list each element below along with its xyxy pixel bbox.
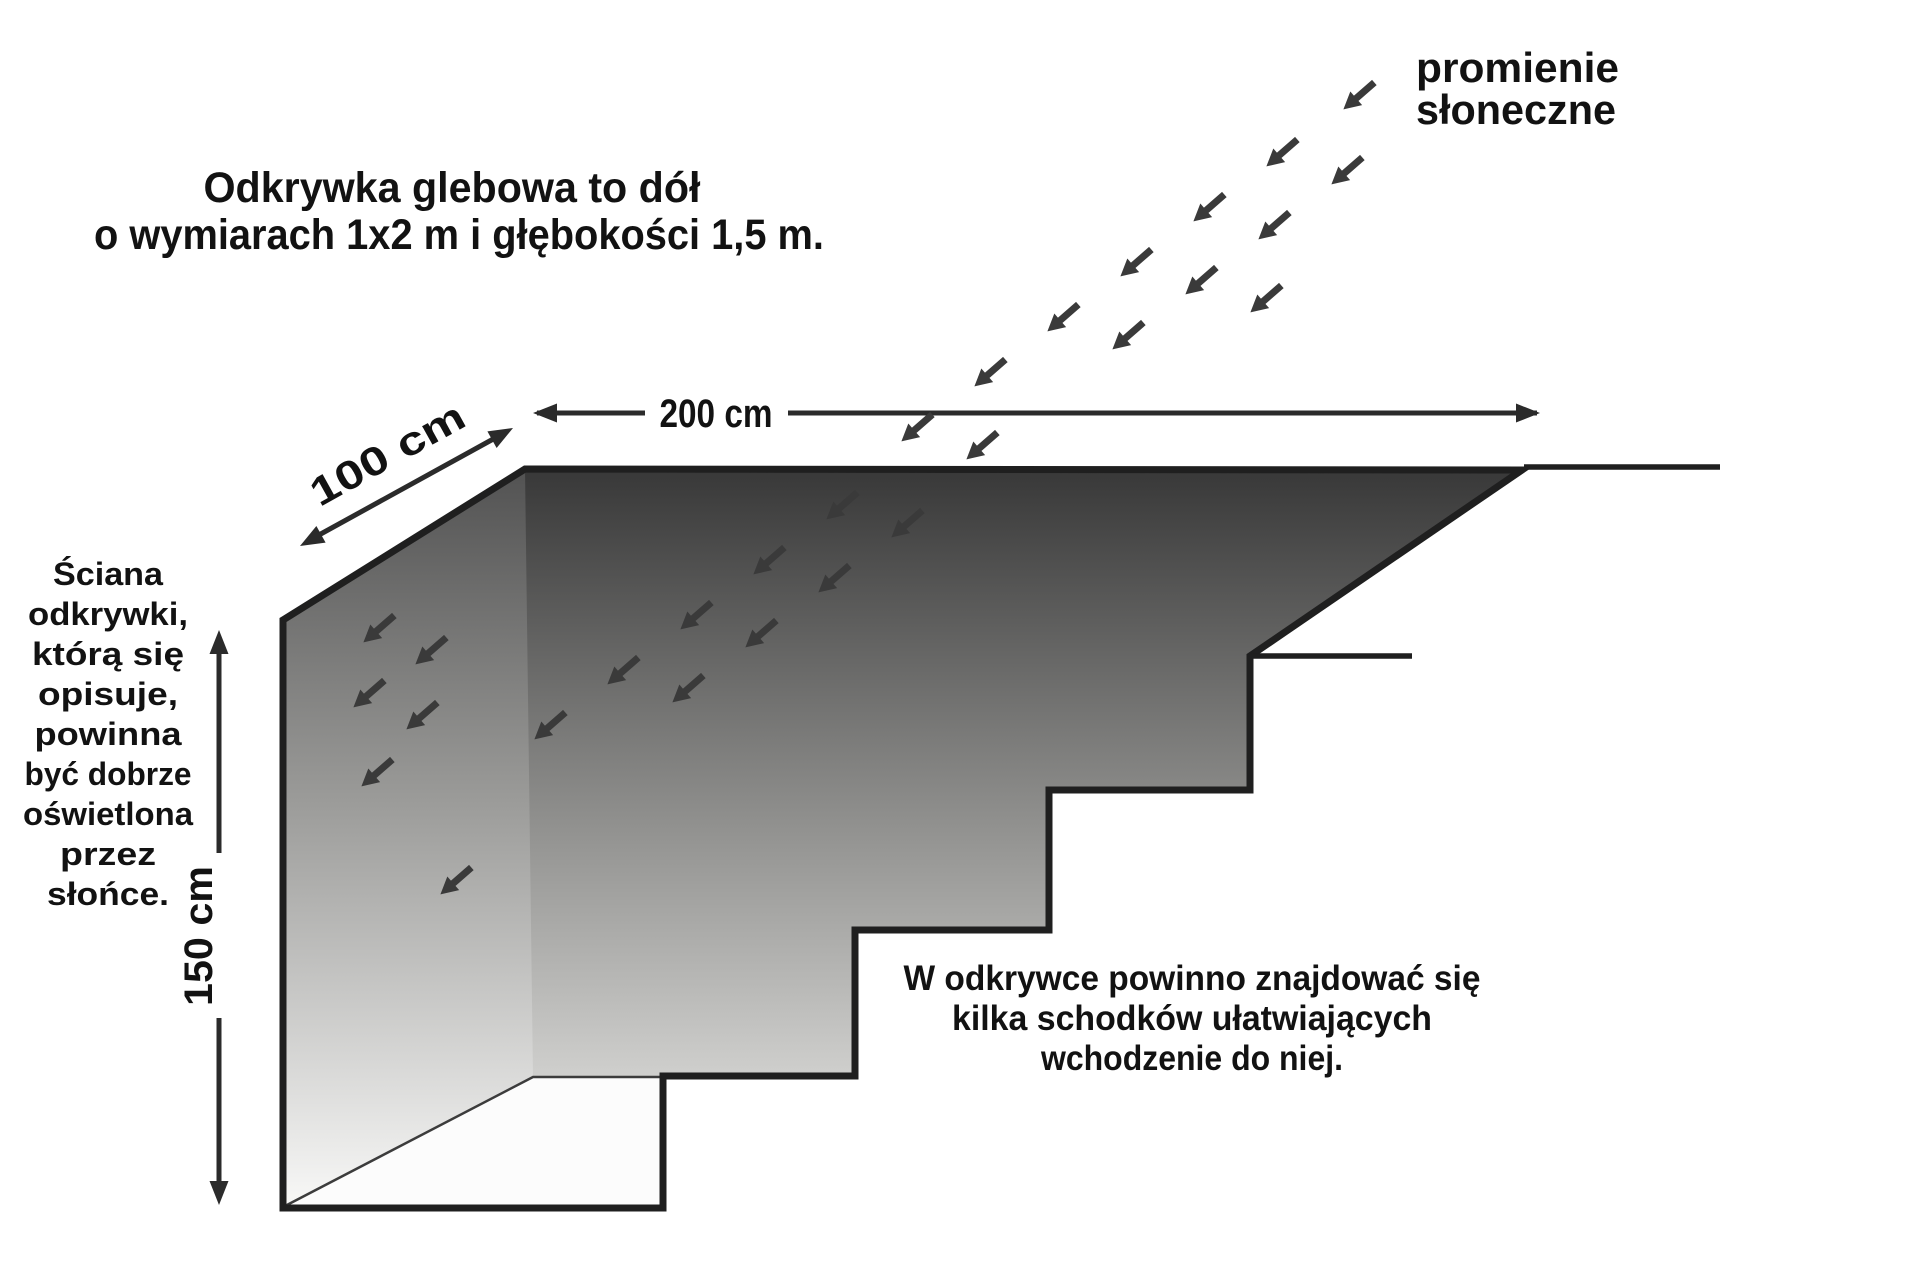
steps-description-line: kilka schodków ułatwiających: [952, 999, 1432, 1038]
wall-description-line: oświetlona: [23, 796, 194, 832]
wall-description-line: Ściana: [53, 556, 164, 592]
wall-description: [23, 556, 193, 912]
wall-description-line: słońce.: [47, 876, 169, 912]
title-line-1: Odkrywka glebowa to dół: [203, 164, 701, 212]
wall-description-line: przez: [60, 836, 156, 872]
sun-ray-arrow: [1260, 133, 1303, 173]
wall-description-line: którą się: [32, 636, 184, 672]
sun-ray-arrow: [1244, 279, 1287, 319]
sun-ray-arrow: [968, 353, 1011, 393]
wall-description-line: być dobrze: [24, 756, 192, 792]
steps-description-line: W odkrywce powinno znajdować się: [903, 959, 1481, 998]
sun-ray-arrow: [1337, 76, 1380, 116]
wall-description-line: powinna: [34, 716, 182, 752]
sun-ray-arrow: [1114, 243, 1157, 283]
wall-description-line: opisuje,: [38, 676, 178, 712]
dimension-150cm-label: 150 cm: [177, 870, 221, 1006]
sun-ray-arrow: [1187, 188, 1230, 228]
wall-description-line: odkrywki,: [28, 596, 188, 632]
title-line-2: o wymiarach 1x2 m i głębokości 1,5 m.: [94, 211, 824, 259]
steps-description-line: wchodzenie do niej.: [1040, 1039, 1343, 1078]
sun-ray-arrow: [1106, 316, 1149, 356]
dimension-200cm-label: 200 cm: [659, 392, 773, 436]
dimension-150cm: [177, 630, 229, 1205]
sun-rays-label-line-2: słoneczne: [1416, 86, 1616, 133]
sun-ray-arrow: [1179, 261, 1222, 301]
steps-description: [904, 959, 1481, 1078]
sun-ray-arrow: [1252, 206, 1295, 246]
sun-rays-label-line-1: promienie: [1416, 44, 1619, 91]
dimension-200cm: [533, 392, 1540, 436]
dimension-100cm-label: 100 cm: [302, 410, 443, 516]
sun-ray-arrow: [960, 426, 1003, 466]
sun-ray-arrow: [1325, 151, 1368, 191]
sun-ray-arrow: [1041, 298, 1084, 338]
